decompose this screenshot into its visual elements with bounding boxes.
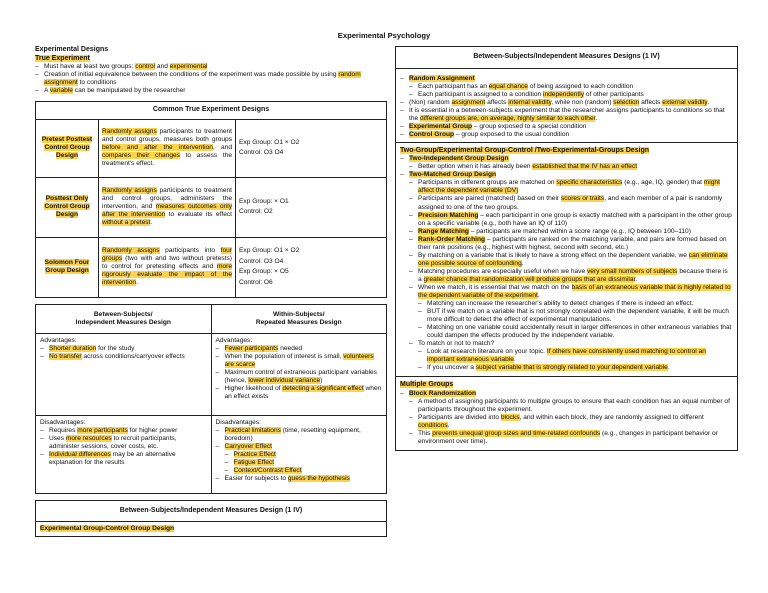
list-item: – Two-Independent Group Design – Better option when it has already been established that the IV has an effect [400, 155, 733, 171]
list-item: – Easier for subjects to guess the hypothesis [216, 475, 383, 483]
list-item: – Higher likelihood of detecting a significant effect when an effect exists [216, 385, 383, 401]
design-name: Solomon Four Group Design [36, 237, 99, 297]
right-column [395, 46, 738, 451]
right-title-box [395, 46, 738, 69]
list-item: – Better option when it has already been established that the IV has an effect [409, 163, 733, 171]
list-item: – Participants are divided into blocks, and within each block, they are randomly assigned to different conditions. [409, 414, 733, 430]
list-item: – Rank-Order Matching – participants are ranked on the matching variable, and pairs are formed based on their rank positions (e.g., highest with highest, second with second, etc.) [409, 236, 733, 252]
list-item: – Matching procedures are especially useful when we have very small numbers of subjects because there is a greater chance that randomization will produce groups that are dissimilar. [409, 268, 733, 284]
within-disadvantages: Disadvantages: – Practical limitations (time, resetting equipment, boredom) – Carryover Effect – Practice Effect – Fatigue Effect – Context/Contrast Effect – Easier for subjects to guess the hypothesis [211, 415, 387, 493]
list-item: – Practice Effect [225, 451, 383, 459]
design-notation: Exp Group: O1 × O2 Control: O3 O4 Exp Group: × O5 Control: O6 [236, 237, 387, 297]
list-item: – If you uncover a subject variable that is strongly related to your dependent variable. [418, 364, 733, 372]
bottom-box-title: Between-Subjects/Independent Measures Design (1 IV) [36, 501, 386, 523]
list-item: – (Non) random assignment affects internal validity, while non (random) selection affects external validity. [400, 99, 733, 107]
design-name: Posttest Only Control Group Design [36, 177, 99, 237]
list-item: – This prevents unequal group sizes and time-related confounds (e.g., changes in participant behavior or environment over time). [409, 430, 733, 446]
list-item: – Maximum control of extraneous participant variables (hence, lower individual variance) [216, 369, 383, 385]
list-item: – Precision Matching – each participant in one group is exactly matched with a participant in the other group on a specific variable (e.g., both have an IQ of 110) [409, 212, 733, 228]
multiple-groups-section [395, 377, 738, 451]
list-item: – It is essential in a between-subjects experiment that the researcher assigns participants to conditions so that the different groups are, on average, highly similar to each other. [400, 107, 733, 123]
list-item: – No transfer across conditions/carryover effects [40, 353, 207, 361]
list-item: – Experimental Group – group exposed to a special condition [400, 123, 733, 131]
list-item: – Matching on one variable could accidentally result in larger differences in other extraneous variables that could dampen the effects produced by the independent variable. [418, 324, 733, 340]
multiple-groups-title: Multiple Groups [400, 381, 454, 389]
list-item: – Participants are paired (matched) based on their scores or traits, and each member of a pair is randomly assigned to one of the two groups. [409, 195, 733, 211]
list-item: – Participants in different groups are matched on specific characteristics (e.g., age, IQ, gender) that might affect the dependent variable (DV) [409, 179, 733, 195]
list-item: – Requires more participants for higher power [40, 427, 207, 435]
list-item: – Each participant is assigned to a condition independently of other participants [409, 91, 733, 99]
between-advantages: Advantages: – Shorter duration for the study – No transfer across conditions/carryover effects [36, 333, 212, 415]
design-description: Randomly assigns participants into four groups (two with and two without pretests) to control for pretesting effects and more rigorously evaluate the impact of the intervention. [99, 237, 236, 297]
list-item: – Uses more resources to recruit participants, administer sessions, cover costs, etc. [40, 435, 207, 451]
list-item: – Range Matching – participants are matched within a score range (e.g., IQ between 100–110) [409, 228, 733, 236]
list-item: – Practical limitations (time, resetting equipment, boredom) [216, 427, 383, 443]
list-item: – Must have at least two groups: control and experimental [35, 63, 387, 71]
bottom-box-body: Experimental Group-Control Group Design [40, 525, 175, 533]
table-title: Common True Experiment Designs [36, 102, 387, 120]
list-item: – Each participant has an equal chance of being assigned to each condition [409, 83, 733, 91]
between-within-table [35, 304, 387, 494]
list-item: – Block Randomization – A method of assigning participants to multiple groups to ensure that each condition has an equal number of participants throughout the experiment. – Participants are divided into blocks, and within each block, they are randomly assigned to different conditions. – This prevents unequal group sizes and time-related confounds (e.g., changes in participant behavior or environment over time). [400, 390, 733, 446]
list-item: – Fewer participants needed [216, 345, 383, 353]
between-header: Between-Subjects/ Independent Measures Design [36, 304, 212, 333]
list-item: – A method of assigning participants to multiple groups to ensure that each condition has an equal number of participants throughout the experiment. [409, 398, 733, 414]
bottom-box [35, 500, 387, 538]
design-name: Pretest Posttest Control Group Design [36, 119, 99, 177]
list-item: – Shorter duration for the study [40, 345, 207, 353]
section-heading: Experimental Designs [35, 46, 109, 53]
list-item: – By matching on a variable that is likely to have a strong effect on the dependent variable, we can eliminate one possible source of confounding. [409, 252, 733, 268]
list-item: – When we match, it is essential that we match on the basis of an extraneous variable that is highly related to the dependent variable of the experiment. – Matching can increase the researcher's ability to detect changes if there is indeed an effect. – BUT if we match on a variable that is not strongly correlated with the dependent variable, it will be much more difficult to detect the effect of experimental manipulations. – Matching on one variable could accidentally result in larger differences in other extraneous variables that could dampen the effects produced by the independent variable. [409, 284, 733, 340]
two-group-title: Two-Group/Experimental Group-Control /Two-Experimental-Groups Design [400, 146, 650, 154]
between-disadvantages: Disadvantages: – Requires more participants for higher power – Uses more resources to recruit participants, administer sessions, cover costs, etc. – Individual differences may be an alternative explanation for the results [36, 415, 212, 493]
design-description: Randomly assigns participants to treatment and control groups, administers the intervention, and measures outcomes only after the intervention to evaluate its effect without a pretest. [99, 177, 236, 237]
within-header: Within-Subjects/ Repeated Measures Design [211, 304, 387, 333]
within-advantages: Advantages: – Fewer participants needed – When the population of interest is small, volunteers are scarce – Maximum control of extraneous participant variables (hence, lower individual variance) – Higher likelihood of detecting a significant effect when an effect exists [211, 333, 387, 415]
two-group-section [395, 143, 738, 377]
true-experiment-list [35, 63, 387, 95]
list-item: – Context/Contrast Effect [225, 467, 383, 475]
left-column [35, 46, 387, 537]
list-item: – Fatigue Effect [225, 459, 383, 467]
page-title: Experimental Psychology [337, 31, 431, 40]
design-notation: Exp Group: × O1 Control: O2 [236, 177, 387, 237]
list-item: – Look at research literature on your topic. If others have consistently used matching to control an important extraneous variable. [418, 348, 733, 364]
list-item: – Carryover Effect – Practice Effect – Fatigue Effect – Context/Contrast Effect [216, 443, 383, 475]
list-item: – Random Assignment – Each participant has an equal chance of being assigned to each condition – Each participant is assigned to a condition independently of other participants [400, 75, 733, 99]
list-item: – When the population of interest is small, volunteers are scarce [216, 353, 383, 369]
list-item: – Two-Matched Group Design – Participants in different groups are matched on specific characteristics (e.g., age, IQ, gender) that might affect the dependent variable (DV) – Participants are paired (matched) based on their scores or traits, and each member of a pair is randomly assigned to one of the two groups. – Precision Matching – each participant in one group is exactly matched with a participant in the other group on a specific variable (e.g., both have an IQ of 110) – Range Matching – participants are matched within a score range (e.g., IQ between 100–110) – Rank-Order Matching – participants are ranked on the matching variable, and pairs are formed based on their rank positions (e.g., highest with highest, second with second, etc.) – By matching on a variable that is likely to have a strong effect on the dependent variable, we can eliminate one possible source of confounding. – Matching procedures are especially useful when we have very small numbers of subjects because there is a greater chance that randomization will produce groups that are dissimilar. – When we match, it is essential that we match on the basis of an extraneous variable that is highly related to the dependent variable of the experiment. – Matching can increase the researcher's ability to detect changes if there is indeed an effect. – BUT if we match on a variable that is not strongly correlated with the dependent variable, it will be much more difficult to detect the effect of experimental manipulations. – Matching on one variable could accidentally result in larger differences in other extraneous variables that could dampen the effects produced by the independent variable. – To match or not to match? – Look at research literature on your topic. If others have consistently used matching to control an important extraneous variable. – If you uncover a subject variable that is strongly related to your dependent variable. [400, 171, 733, 372]
design-description: Randomly assigns participants to treatment and control groups, measures both groups before and after the intervention, and compares their changes to assess the treatment's effect. [99, 119, 236, 177]
list-item: – BUT if we match on a variable that is not strongly correlated with the dependent variable, it will be much more difficult to detect the effect of experimental manipulations. [418, 308, 733, 324]
random-assignment-section [395, 69, 738, 143]
list-item: – Creation of initial equivalence between the conditions of the experiment was made possible by using random assignment to conditions [35, 71, 387, 87]
right-box-title: Between-Subjects/Independent Measures Designs (1 IV) [473, 53, 660, 60]
design-notation: Exp Group: O1 × O2 Control: O3 O4 [236, 119, 387, 177]
list-item: – To match or not to match? – Look at research literature on your topic. If others have consistently used matching to control an important extraneous variable. – If you uncover a subject variable that is strongly related to your dependent variable. [409, 340, 733, 372]
list-item: – Individual differences may be an alternative explanation for the results [40, 451, 207, 467]
common-designs-table [35, 101, 387, 298]
table-row [36, 237, 387, 297]
table-row [36, 119, 387, 177]
table-row [36, 177, 387, 237]
list-item: – Control Group – group exposed to the usual condition [400, 131, 733, 139]
true-experiment-title: True Experiment [35, 54, 90, 62]
list-item: – Matching can increase the researcher's ability to detect changes if there is indeed an effect. [418, 300, 733, 308]
list-item: – A variable can be manipulated by the researcher [35, 87, 387, 95]
